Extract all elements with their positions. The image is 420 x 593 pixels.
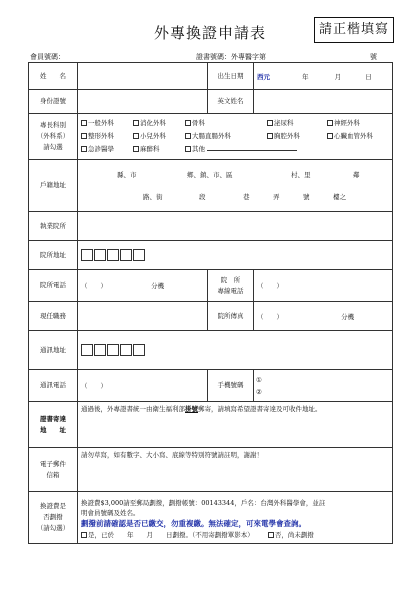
- birth-field[interactable]: [254, 63, 393, 90]
- phone-ext-label: 分機: [151, 282, 165, 290]
- hospital-field[interactable]: [78, 212, 393, 241]
- name-field[interactable]: [78, 63, 208, 90]
- label-name: 姓 名: [29, 63, 78, 90]
- mail-phone-field[interactable]: [78, 370, 208, 402]
- cert-send-title: 證書寄達: [40, 414, 66, 423]
- direct-phone-field[interactable]: [254, 270, 393, 302]
- option-cardiovascular-surgery[interactable]: 心臟血管外科: [327, 130, 387, 143]
- zip-box-4[interactable]: [120, 344, 132, 356]
- mobile-1-marker: ①: [256, 375, 262, 384]
- page-title: 外專換證申請表: [153, 24, 266, 42]
- option-general-surgery[interactable]: 一般外科: [81, 117, 133, 130]
- birth-era: 西元: [257, 72, 270, 81]
- checkbox[interactable]: [267, 120, 273, 126]
- addr-village: 村、里: [291, 170, 311, 179]
- addr-floor: 樓之: [333, 192, 346, 201]
- en-name-field[interactable]: [254, 90, 393, 114]
- fee-line-1: 換證費$3,000請至郵局劃撥，劃撥帳號：00143344，戶名：台灣外科醫學會，並註: [81, 498, 326, 507]
- label-mail-phone: 通訊電話: [29, 370, 78, 402]
- zip-box-1[interactable]: [81, 344, 93, 356]
- addr-county: 縣、市: [117, 170, 137, 179]
- checkbox[interactable]: [81, 133, 87, 139]
- fee-title-3: （請勾選）: [36, 524, 70, 532]
- cert-send-field[interactable]: [78, 402, 393, 448]
- checkbox[interactable]: [133, 146, 139, 152]
- checkbox[interactable]: [327, 133, 333, 139]
- label-hospital: 執業院所: [29, 212, 78, 241]
- handwriting-note-box: 請正楷填寫: [314, 17, 394, 43]
- specialty-row-1: [81, 117, 389, 130]
- option-emergency-medicine[interactable]: 急診醫學: [81, 143, 133, 156]
- direct-phone-paren: （ ）: [257, 282, 283, 290]
- address-line-2: [81, 186, 389, 208]
- cert-number-suffix: 號: [370, 53, 377, 61]
- hospital-phone-field[interactable]: [78, 270, 208, 302]
- hospital-address-field[interactable]: [78, 241, 393, 270]
- mobile-field[interactable]: [254, 370, 393, 402]
- label-mail-address: 通訊地址: [29, 331, 78, 370]
- other-underline[interactable]: [207, 145, 297, 151]
- checkbox[interactable]: [185, 133, 191, 139]
- fee-field: [78, 492, 393, 544]
- zip-box-3[interactable]: [107, 249, 119, 261]
- checkbox[interactable]: [185, 146, 191, 152]
- fax-ext-label: 分機: [341, 312, 355, 321]
- checkbox[interactable]: [133, 133, 139, 139]
- cert-send-note-c: 郵寄，請填寫希望證書寄達及可收件地址。: [198, 405, 322, 413]
- fee-line-2: 明會員號碼及姓名。: [81, 508, 140, 517]
- option-pediatric-surgery[interactable]: 小兒外科: [133, 130, 185, 143]
- option-orthopedics[interactable]: 骨科: [185, 117, 267, 130]
- addr-township: 鄉、鎮、市、區: [187, 170, 233, 179]
- email-title: 電子郵件: [40, 459, 66, 468]
- checkbox[interactable]: [81, 120, 87, 126]
- label-hospital-address: 院所地址: [29, 241, 78, 270]
- phone-area-paren: （ ）: [81, 282, 107, 290]
- email-note: 請勿草寫，如有數字、大小寫、底線等特別符號請註明，謝謝！: [81, 451, 263, 459]
- checkbox[interactable]: [133, 120, 139, 126]
- cert-send-note-a: 通過後，外專證書統一由衛生福利部: [81, 405, 185, 413]
- zip-box-2[interactable]: [94, 344, 106, 356]
- option-colorectal-surgery[interactable]: 大腸直腸外科: [185, 130, 267, 143]
- address-line-1: [81, 164, 389, 186]
- label-direct-phone: [208, 270, 254, 302]
- checkbox[interactable]: [81, 532, 87, 538]
- label-position: 現任職務: [29, 302, 78, 331]
- cert-send-note-registered: 掛號: [185, 405, 198, 413]
- zip-box-5[interactable]: [133, 249, 145, 261]
- label-birth: 出生日期: [208, 63, 254, 90]
- birth-year-label: 年: [302, 72, 309, 81]
- cert-send-title-2: 地 址: [40, 425, 66, 434]
- direct-phone-title-2: 專線電話: [217, 286, 244, 295]
- checkbox[interactable]: [267, 133, 273, 139]
- specialty-sub: （外科系）: [36, 132, 70, 140]
- mobile-2-marker: ②: [256, 387, 262, 396]
- direct-phone-title: 院 所: [220, 275, 241, 284]
- fee-title: 換證費是: [40, 502, 66, 510]
- specialty-note: 請勾選: [43, 143, 63, 151]
- fax-field[interactable]: [254, 302, 393, 331]
- label-specialty: [29, 114, 78, 160]
- email-title-2: 信箱: [46, 470, 60, 479]
- option-plastic-surgery[interactable]: 整形外科: [81, 130, 133, 143]
- specialty-row-3: [81, 143, 389, 156]
- label-fee: [29, 492, 78, 544]
- checkbox[interactable]: [268, 532, 274, 538]
- specialty-options: [78, 114, 393, 160]
- label-cert-send-address: [29, 402, 78, 448]
- birth-day-label: 日: [365, 72, 372, 81]
- fee-warning: 劃撥前請確認是否已繳交，勿重複繳。無法確定，可來電學會查詢。: [81, 518, 306, 528]
- fax-area-paren: （ ）: [257, 312, 283, 321]
- address-field[interactable]: [78, 160, 393, 212]
- option-other[interactable]: 其他: [185, 145, 297, 153]
- specialty-title: 專長科別: [40, 121, 66, 129]
- fee-yes-option[interactable]: 是，已於 年 月 日劃撥。（不用寄劃撥單影本）: [81, 531, 254, 539]
- zip-box-2[interactable]: [94, 249, 106, 261]
- birth-month-label: 月: [334, 72, 342, 81]
- fee-no-option[interactable]: 否，尚未劃撥: [268, 531, 314, 539]
- zip-box-5[interactable]: [133, 344, 145, 356]
- label-id: 身份證號: [29, 90, 78, 114]
- member-number-label: 會員號碼：: [30, 53, 65, 61]
- addr-number: 號: [303, 192, 310, 201]
- option-thoracic-surgery[interactable]: 胸腔外科: [267, 130, 327, 143]
- checkbox[interactable]: [327, 120, 333, 126]
- label-fax: 院所傳真: [208, 302, 254, 331]
- fee-options: [81, 530, 389, 540]
- addr-neighborhood: 鄰: [353, 170, 360, 179]
- addr-road: 路、街: [143, 192, 163, 201]
- zip-box-3[interactable]: [107, 344, 119, 356]
- label-en-name: 英文姓名: [208, 90, 254, 114]
- cert-number-label: 證書號碼：外專醫字第: [196, 53, 266, 61]
- addr-lane: 巷: [243, 192, 250, 201]
- specialty-row-2: [81, 130, 389, 143]
- id-field[interactable]: [78, 90, 208, 114]
- checkbox[interactable]: [81, 146, 87, 152]
- label-mobile: 手機號碼: [208, 370, 254, 402]
- mail-phone-paren: （ ）: [81, 382, 107, 390]
- addr-alley: 弄: [273, 192, 280, 201]
- application-form: [28, 62, 393, 544]
- option-neurosurgery[interactable]: 神經外科: [327, 117, 387, 130]
- option-digestive-surgery[interactable]: 消化外科: [133, 117, 185, 130]
- option-anesthesiology[interactable]: 麻醉科: [133, 143, 185, 156]
- position-field[interactable]: [78, 302, 208, 331]
- fee-title-2: 否劃撥: [43, 513, 63, 521]
- label-email: [29, 448, 78, 492]
- mail-address-field[interactable]: [78, 331, 393, 370]
- label-hospital-phone: 院所電話: [29, 270, 78, 302]
- addr-section: 段: [199, 192, 206, 201]
- label-address: 戶籍地址: [29, 160, 78, 212]
- email-field[interactable]: [78, 448, 393, 492]
- checkbox[interactable]: [185, 120, 191, 126]
- zip-box-1[interactable]: [81, 249, 93, 261]
- option-urology[interactable]: 泌尿科: [267, 117, 327, 130]
- zip-box-4[interactable]: [120, 249, 132, 261]
